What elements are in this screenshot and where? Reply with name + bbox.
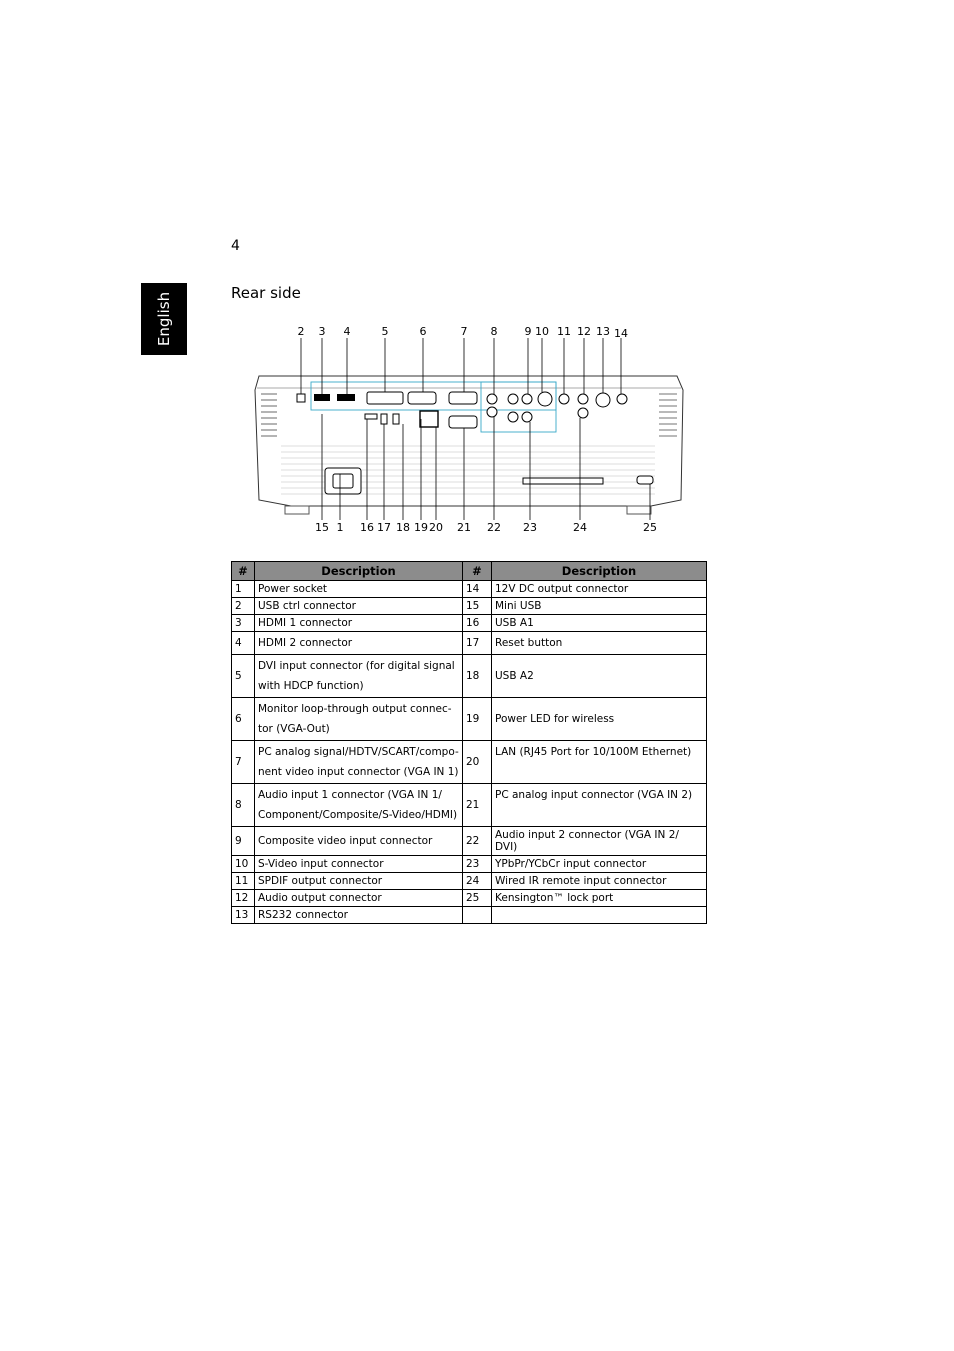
callout-25: 25: [643, 521, 657, 534]
callout-10: 10: [535, 325, 549, 338]
cell-description: Kensington™ lock port: [492, 890, 707, 907]
table-row: [232, 784, 707, 827]
cell-number: 1: [232, 581, 255, 598]
cell-description: HDMI 2 connector: [255, 632, 463, 655]
callout-2: 2: [297, 325, 305, 338]
callout-4: 4: [343, 325, 351, 338]
cell-number: 19: [463, 698, 492, 741]
cell-description: Wired IR remote input connector: [492, 873, 707, 890]
cell-number: 24: [463, 873, 492, 890]
callout-17: 17: [377, 521, 391, 534]
cell-number: [463, 907, 492, 924]
table-row: [232, 907, 707, 924]
cell-number: 12: [232, 890, 255, 907]
cell-description: HDMI 1 connector: [255, 615, 463, 632]
callout-14: 14: [614, 327, 628, 340]
cell-number: 15: [463, 598, 492, 615]
callout-24: 24: [573, 521, 587, 534]
cell-description: USB ctrl connector: [255, 598, 463, 615]
callout-11: 11: [557, 325, 571, 338]
callout-7: 7: [460, 325, 468, 338]
cell-description: Audio output connector: [255, 890, 463, 907]
page-number: 4: [231, 238, 240, 254]
header-description: Description: [492, 562, 707, 581]
callout-9: 9: [524, 325, 532, 338]
cell-number: 21: [463, 784, 492, 827]
cell-description: SPDIF output connector: [255, 873, 463, 890]
cell-number: 8: [232, 784, 255, 827]
cell-number: 23: [463, 856, 492, 873]
callout-1: 1: [336, 521, 344, 534]
cell-number: 9: [232, 827, 255, 856]
cell-description: Monitor loop-through output connec-tor (VGA-Out): [255, 698, 463, 741]
cell-description: S-Video input connector: [255, 856, 463, 873]
callout-13: 13: [596, 325, 610, 338]
cell-description: PC analog input connector (VGA IN 2): [492, 784, 707, 827]
header-description: Description: [255, 562, 463, 581]
cell-description: [492, 907, 707, 924]
callout-20: 20: [429, 521, 443, 534]
table-row: [232, 890, 707, 907]
cell-number: 7: [232, 741, 255, 784]
cell-description: RS232 connector: [255, 907, 463, 924]
cell-number: 4: [232, 632, 255, 655]
cell-number: 16: [463, 615, 492, 632]
table-row: [232, 655, 707, 698]
cell-number: 3: [232, 615, 255, 632]
table-row: [232, 873, 707, 890]
cell-description: Power socket: [255, 581, 463, 598]
cell-description: Mini USB: [492, 598, 707, 615]
cell-number: 11: [232, 873, 255, 890]
callout-5: 5: [381, 325, 389, 338]
cell-description: 12V DC output connector: [492, 581, 707, 598]
projector-rear-illustration: [231, 320, 705, 540]
cell-description: YPbPr/YCbCr input connector: [492, 856, 707, 873]
table-row: [232, 632, 707, 655]
cell-description: PC analog signal/HDTV/SCART/compo-nent video input connector (VGA IN 1): [255, 741, 463, 784]
cell-description: Power LED for wireless: [492, 698, 707, 741]
table-row: [232, 741, 707, 784]
callout-12: 12: [577, 325, 591, 338]
cell-number: 5: [232, 655, 255, 698]
cell-number: 6: [232, 698, 255, 741]
cell-number: 13: [232, 907, 255, 924]
callout-23: 23: [523, 521, 537, 534]
callout-18: 18: [396, 521, 410, 534]
cell-description: LAN (RJ45 Port for 10/100M Ethernet): [492, 741, 707, 784]
connector-description-table: [231, 561, 707, 924]
callout-15: 15: [315, 521, 329, 534]
cell-description: Audio input 1 connector (VGA IN 1/ Component/Composite/S-Video/HDMI): [255, 784, 463, 827]
table-row: [232, 615, 707, 632]
language-side-tab: [141, 283, 187, 355]
callout-8: 8: [490, 325, 498, 338]
cell-number: 22: [463, 827, 492, 856]
header-number: #: [463, 562, 492, 581]
callout-22: 22: [487, 521, 501, 534]
cell-number: 17: [463, 632, 492, 655]
cell-description: Composite video input connector: [255, 827, 463, 856]
table-row: [232, 827, 707, 856]
cell-number: 25: [463, 890, 492, 907]
table-row: [232, 581, 707, 598]
cell-number: 18: [463, 655, 492, 698]
section-title: Rear side: [231, 284, 301, 302]
cell-description: USB A2: [492, 655, 707, 698]
callout-3: 3: [318, 325, 326, 338]
table-row: [232, 856, 707, 873]
callout-19: 19: [414, 521, 428, 534]
cell-description: Reset button: [492, 632, 707, 655]
cell-number: 10: [232, 856, 255, 873]
cell-description: USB A1: [492, 615, 707, 632]
cell-description: Audio input 2 connector (VGA IN 2/ DVI): [492, 827, 707, 856]
cell-number: 20: [463, 741, 492, 784]
table-header-row: [232, 562, 707, 581]
table-row: [232, 698, 707, 741]
table-row: [232, 598, 707, 615]
cell-number: 14: [463, 581, 492, 598]
side-tab-label: English: [155, 291, 173, 347]
callout-21: 21: [457, 521, 471, 534]
callout-6: 6: [419, 325, 427, 338]
header-number: #: [232, 562, 255, 581]
cell-number: 2: [232, 598, 255, 615]
callout-16: 16: [360, 521, 374, 534]
rear-side-diagram: [231, 320, 705, 540]
cell-description: DVI input connector (for digital signal with HDCP function): [255, 655, 463, 698]
